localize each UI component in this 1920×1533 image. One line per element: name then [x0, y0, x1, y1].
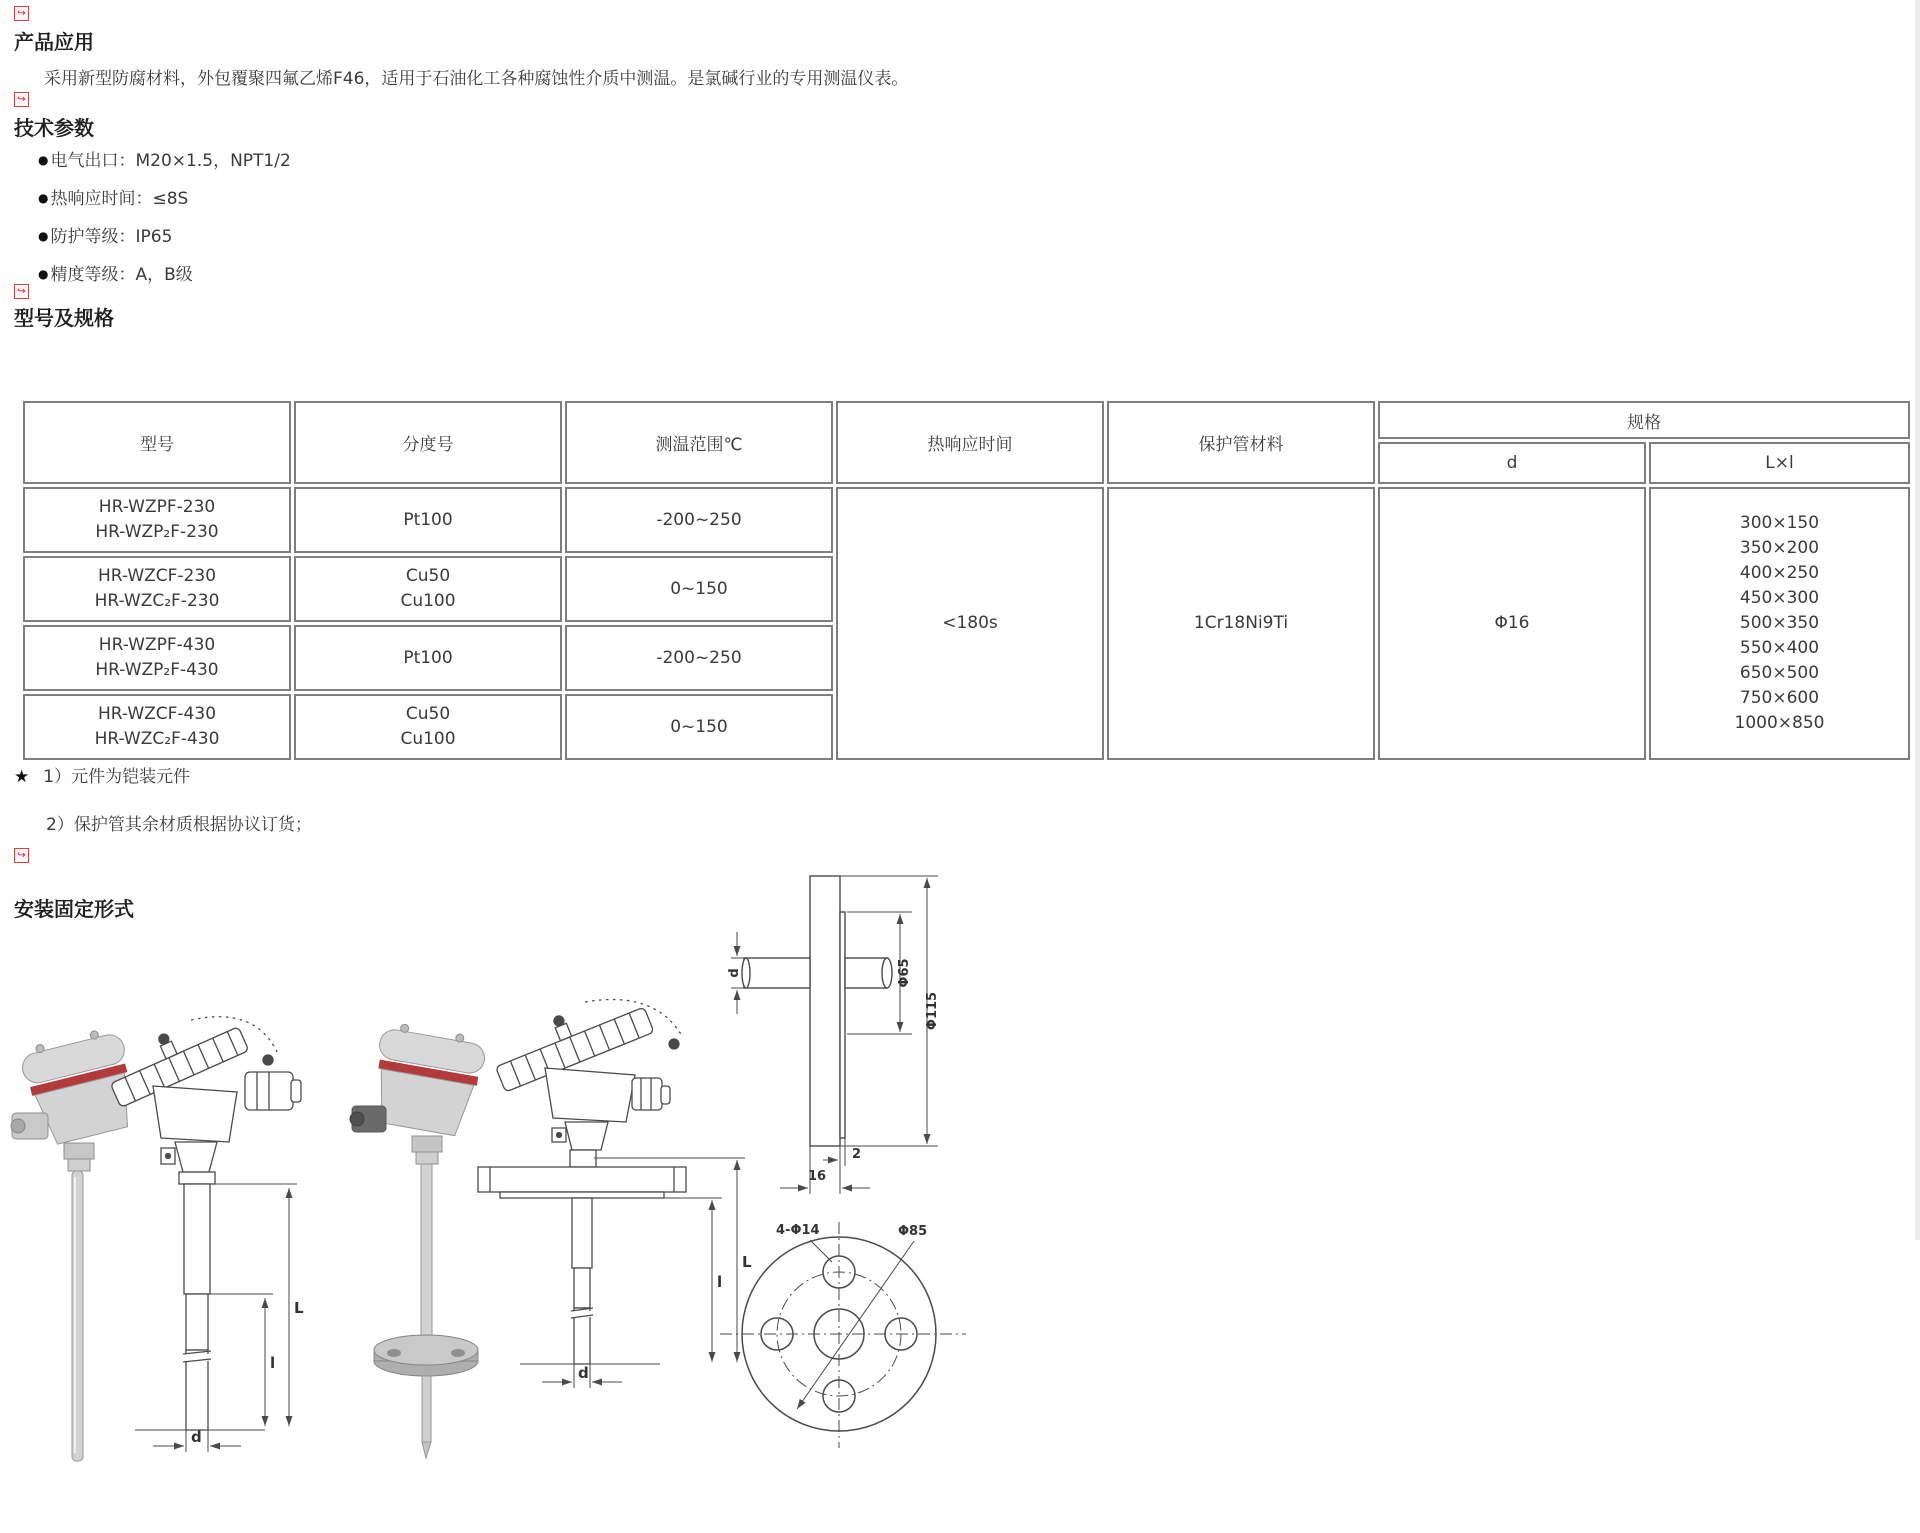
graduation-value: Cu50 [405, 566, 451, 586]
cell-response-merged: <180s [836, 487, 1104, 760]
col-header-range: 测温范围℃ [565, 401, 833, 484]
param-item [38, 146, 291, 171]
flange-face-view-drawing [718, 1210, 968, 1460]
dimension-label-d: d [191, 1428, 202, 1446]
probe-rod [72, 1171, 83, 1461]
dimension-label-phi115: Φ115 [925, 991, 940, 1031]
dimension-label-l: l [270, 1354, 276, 1372]
cell-material-merged: 1Cr18Ni9Ti [1107, 487, 1375, 760]
flange-side-view-drawing [727, 870, 955, 1210]
pipe-right [845, 958, 887, 988]
note-text: 2）保护管其余材质根据协议订货； [46, 815, 312, 835]
dimension-label-d: d [578, 1364, 589, 1382]
graduation-value: Cu100 [400, 591, 456, 611]
cell-range: 0~150 [565, 694, 833, 760]
lxl-size: 300×150 [1739, 513, 1820, 533]
cell-model [23, 694, 291, 760]
param-text: 精度等级：A，B级 [50, 265, 193, 285]
model-name: HR-WZPF-230 [98, 497, 216, 517]
lxl-size: 1000×850 [1734, 713, 1825, 733]
cell-range: 0~150 [565, 556, 833, 622]
cell-range: -200~250 [565, 625, 833, 691]
pipe-left [744, 958, 810, 988]
table-row [23, 487, 1910, 553]
section-marker-icon [14, 6, 29, 21]
star-icon: ★ [14, 767, 30, 787]
bolt-hole [387, 1349, 401, 1357]
model-name: HR-WZCF-230 [97, 566, 217, 586]
marker-arrow-glyph: ↪ [17, 850, 26, 861]
graduation-value: Cu100 [400, 729, 456, 749]
sensor-line-flange-drawing [460, 990, 760, 1410]
model-name: HR-WZPF-430 [98, 635, 216, 655]
section-title-application: 产品应用 [14, 30, 94, 54]
marker-arrow-glyph: ↪ [17, 8, 26, 19]
bullet-dot-icon: ● [38, 153, 49, 167]
spec-table [20, 398, 1913, 763]
col-header-spec-d: d [1378, 442, 1646, 484]
marker-arrow-glyph: ↪ [17, 94, 26, 105]
section-marker-icon [14, 284, 29, 299]
model-name: HR-WZP₂F-230 [95, 522, 219, 542]
lxl-size: 400×250 [1739, 563, 1820, 583]
section-marker-icon [14, 92, 29, 107]
flange-plate [478, 1167, 686, 1192]
section-title-installation: 安装固定形式 [14, 897, 134, 921]
section-title-models: 型号及规格 [14, 306, 114, 330]
flange-bar [810, 876, 840, 1146]
bullet-dot-icon: ● [38, 267, 49, 281]
param-item [38, 260, 193, 285]
probe-rod [421, 1164, 432, 1336]
lxl-size: 750×600 [1739, 688, 1820, 708]
dimension-label-d: d [727, 968, 742, 978]
model-name: HR-WZC₂F-230 [94, 591, 220, 611]
col-header-graduation: 分度号 [294, 401, 562, 484]
graduation-value: Cu50 [405, 704, 451, 724]
cell-graduation [294, 694, 562, 760]
col-header-spec: 规格 [1378, 401, 1910, 439]
model-name: HR-WZP₂F-430 [95, 660, 219, 680]
dimension-label-L: L [294, 1299, 304, 1317]
cell-lxl-merged [1649, 487, 1910, 760]
note-text: 1）元件为铠装元件 [43, 767, 191, 787]
bullet-dot-icon: ● [38, 191, 49, 205]
cell-graduation [294, 625, 562, 691]
cell-d-merged: Φ16 [1378, 487, 1646, 760]
col-header-material: 保护管材料 [1107, 401, 1375, 484]
dimension-label-phi65: Φ65 [897, 958, 912, 988]
param-item [38, 184, 188, 209]
application-body-text: 采用新型防腐材料，外包覆聚四氟乙烯F46，适用于石油化工各种腐蚀性介质中测温。是氯碱行业的专用测温仪表。 [44, 69, 909, 89]
dimension-label-L: L [742, 1253, 752, 1271]
sensor-line-drawing [105, 990, 310, 1520]
lxl-size: 650×500 [1739, 663, 1820, 683]
lxl-size: 350×200 [1739, 538, 1820, 558]
lxl-size: 500×350 [1739, 613, 1820, 633]
raised-face [840, 912, 845, 1138]
cell-range: -200~250 [565, 487, 833, 553]
param-text: 电气出口：M20×1.5，NPT1/2 [50, 151, 291, 171]
param-item [38, 222, 172, 247]
label-bolt-holes: 4-Φ14 [776, 1223, 820, 1238]
model-name: HR-WZCF-430 [97, 704, 217, 724]
dimension-label-l: l [717, 1273, 723, 1291]
cell-model [23, 556, 291, 622]
cell-graduation [294, 487, 562, 553]
col-header-spec-lxl: L×l [1649, 442, 1910, 484]
col-header-response: 热响应时间 [836, 401, 1104, 484]
col-header-model: 型号 [23, 401, 291, 484]
dimension-label-16: 16 [807, 1169, 827, 1184]
dimension-label-step2: 2 [852, 1147, 862, 1162]
lxl-size: 450×300 [1739, 588, 1820, 608]
cell-graduation [294, 556, 562, 622]
graduation-value: Pt100 [403, 509, 453, 530]
bullet-dot-icon: ● [38, 229, 49, 243]
installation-drawings [0, 860, 1920, 1533]
note-line [46, 810, 312, 835]
side-connector [632, 1078, 662, 1110]
marker-arrow-glyph: ↪ [17, 286, 26, 297]
note-line [14, 762, 190, 787]
model-name: HR-WZC₂F-430 [94, 729, 220, 749]
graduation-value: Pt100 [403, 647, 453, 668]
cell-model [23, 487, 291, 553]
label-bolt-circle-diameter: Φ85 [898, 1224, 928, 1239]
cell-model [23, 625, 291, 691]
param-text: 防护等级：IP65 [50, 227, 173, 247]
lxl-size: 550×400 [1739, 638, 1820, 658]
param-text: 热响应时间：≤8S [50, 189, 189, 209]
section-title-parameters: 技术参数 [14, 116, 94, 140]
